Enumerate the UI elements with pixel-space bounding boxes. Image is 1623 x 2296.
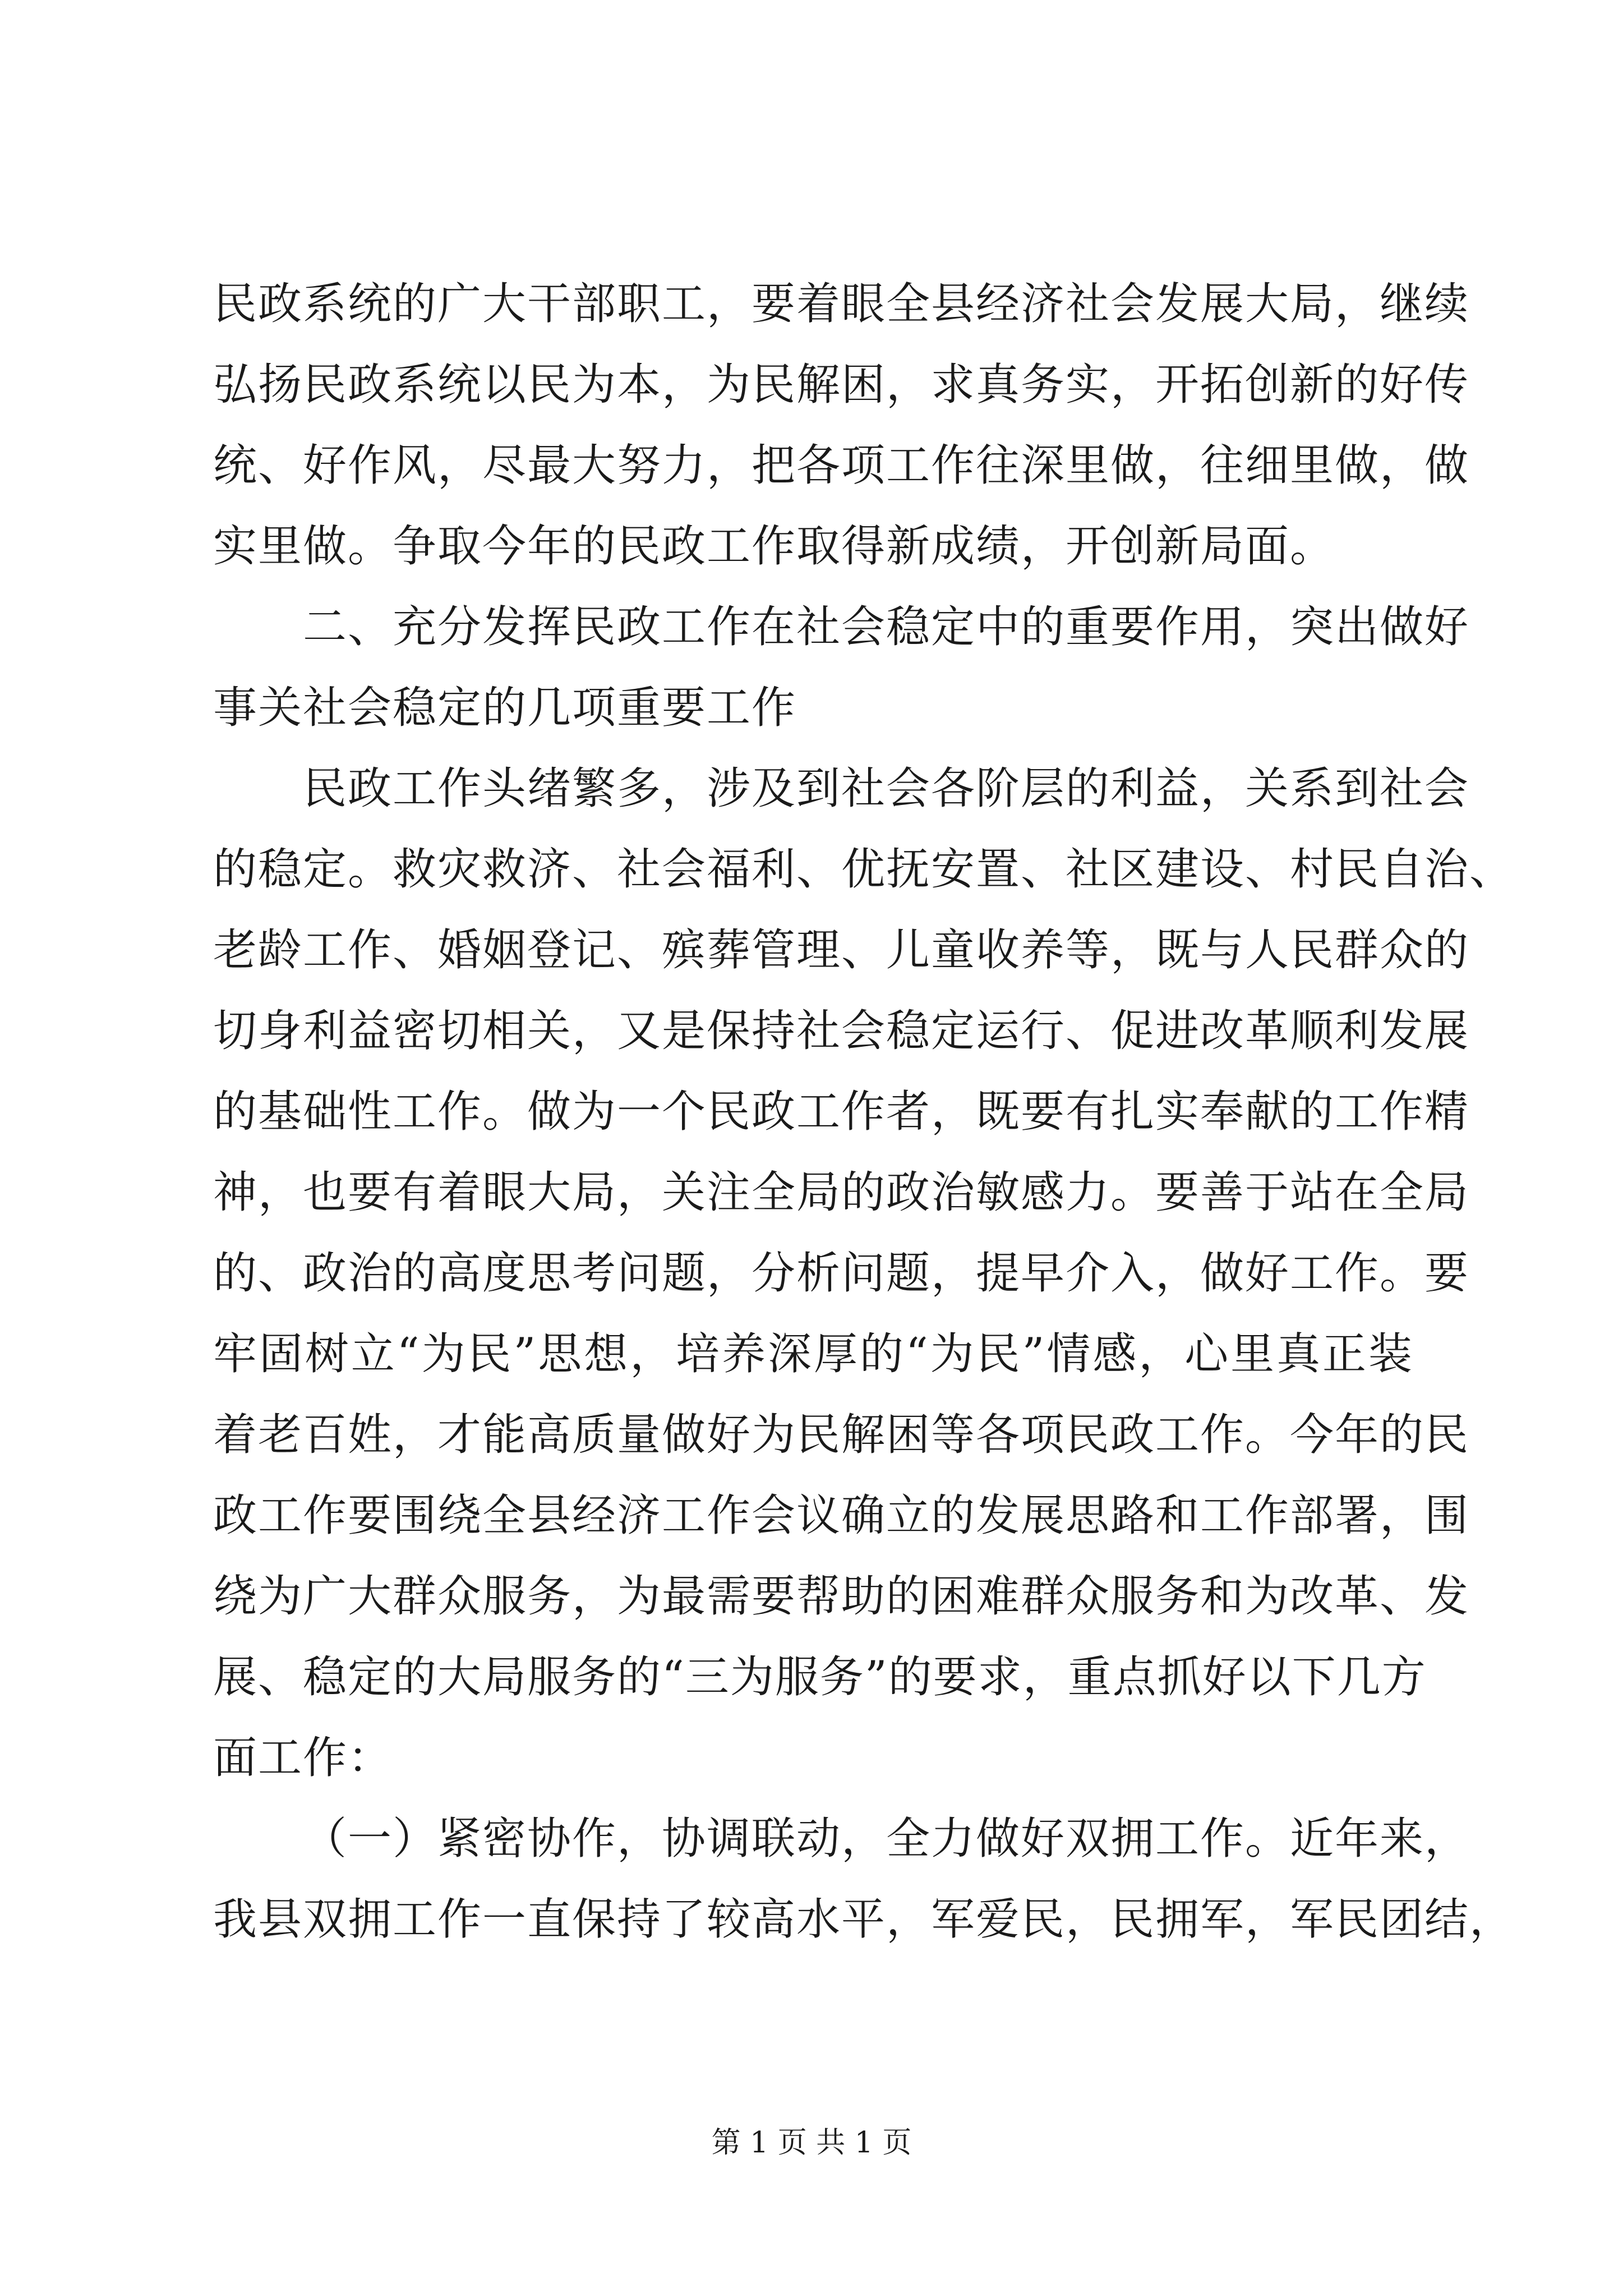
- text-line: 老龄工作、婚姻登记、殡葬管理、儿童收养等，既与人民群众的: [213, 925, 1470, 976]
- text-line: 的基础性工作。做为一个民政工作者，既要有扎实奉献的工作精: [213, 1087, 1470, 1137]
- text-line: 绕为广大群众服务，为最需要帮助的困难群众服务和为改革、发: [213, 1571, 1470, 1622]
- text-line: 实里做。争取今年的民政工作取得新成绩，开创新局面。: [213, 521, 1335, 572]
- text-line: 牢固树立“为民”思想，培养深厚的“为民”情感，心里真正装: [213, 1329, 1413, 1379]
- text-line: 面工作：: [213, 1733, 393, 1783]
- text-line: 民政工作头绪繁多，涉及到社会各阶层的利益，关系到社会: [303, 763, 1470, 814]
- text-line: 民政系统的广大干部职工，要着眼全县经济社会发展大局，继续: [213, 279, 1470, 329]
- text-line: 着老百姓，才能高质量做好为民解困等各项民政工作。今年的民: [213, 1410, 1470, 1460]
- text-line: 统、好作风，尽最大努力，把各项工作往深里做，往细里做，做: [213, 440, 1470, 491]
- text-line: 神，也要有着眼大局，关注全局的政治敏感力。要善于站在全局: [213, 1167, 1470, 1218]
- subsection-line: （一）紧密协作，协调联动，全力做好双拥工作。近年来，: [303, 1814, 1470, 1864]
- text-line: 切身利益密切相关，又是保持社会稳定运行、促进改革顺利发展: [213, 1006, 1470, 1056]
- text-line: 我县双拥工作一直保持了较高水平，军爱民，民拥军，军民团结，: [213, 1894, 1515, 1945]
- text-line: 的、政治的高度思考问题，分析问题，提早介入，做好工作。要: [213, 1248, 1470, 1299]
- text-line: 的稳定。救灾救济、社会福利、优抚安置、社区建设、村民自治、: [213, 844, 1515, 895]
- text-line: 展、稳定的大局服务的“三为服务”的要求，重点抓好以下几方: [213, 1652, 1427, 1703]
- text-line: 政工作要围绕全县经济工作会议确立的发展思路和工作部署，围: [213, 1490, 1470, 1541]
- document-body: [213, 264, 1515, 1960]
- page-number-footer: 第 1 页 共 1 页: [711, 2126, 912, 2160]
- text-line: 弘扬民政系统以民为本，为民解困，求真务实，开拓创新的好传: [213, 360, 1470, 410]
- section-heading-line: 二、充分发挥民政工作在社会稳定中的重要作用，突出做好: [303, 602, 1470, 652]
- section-heading-line: 事关社会稳定的几项重要工作: [213, 683, 797, 733]
